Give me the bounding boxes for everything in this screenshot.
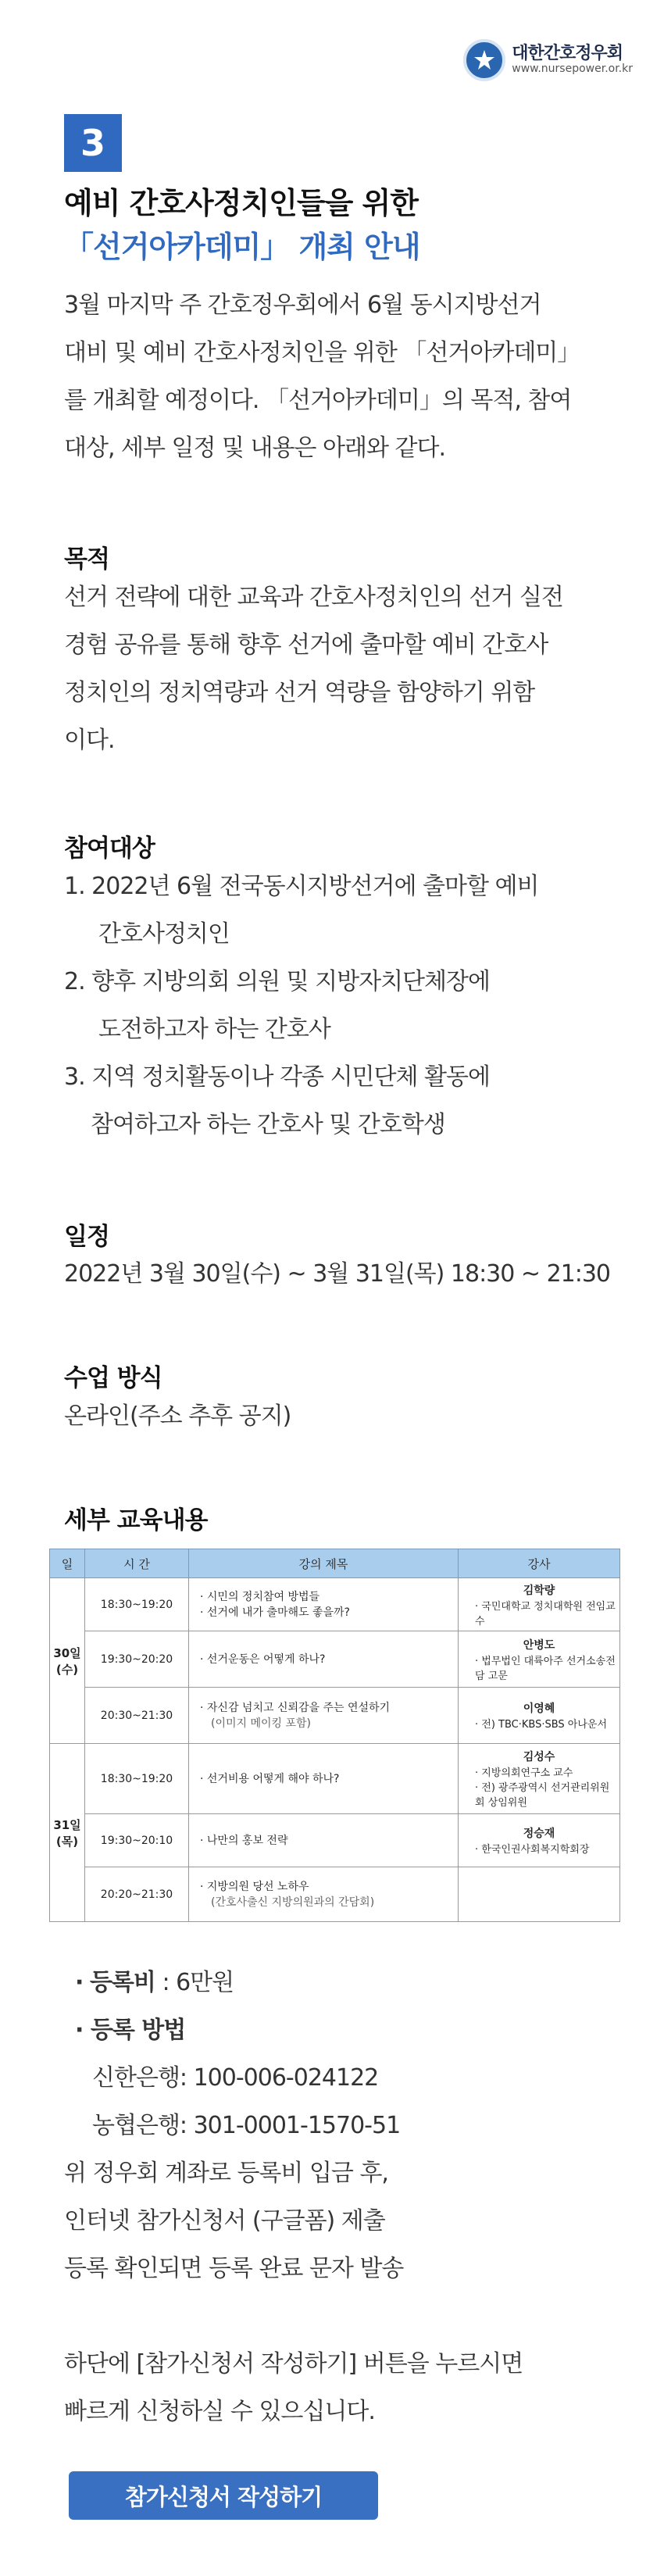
instructor-cell: [459, 1867, 620, 1922]
day-label: 31일 (목): [53, 1817, 81, 1849]
participant-item-cont: 간호사정치인: [98, 920, 230, 948]
table-row: [50, 1867, 620, 1922]
intro-line: 대비 및 예비 간호사정치인을 위한 「선거아카데미」: [64, 339, 580, 366]
fee-value: : 6만원: [155, 1969, 234, 1996]
registration-bullet: ·: [75, 2017, 84, 2044]
registration-steps: [64, 2149, 403, 2292]
participants-list: [64, 863, 538, 1149]
header-day: 일: [50, 1549, 85, 1578]
instructor-cell: [459, 1631, 620, 1688]
topic-cell: [189, 1814, 459, 1867]
time-cell: 18:30~19:20: [85, 1744, 189, 1814]
registration-step: 인터넷 참가신청서 (구글폼) 제출: [64, 2207, 385, 2235]
purpose-heading: 목적: [64, 545, 109, 573]
participant-item-cont: 참여하고자 하는 간호사 및 간호학생: [91, 1111, 445, 1138]
purpose-line: 선거 전략에 대한 교육과 간호사정치인의 선거 실전: [64, 584, 563, 611]
topic-line: · 선거에 내가 출마해도 좋을까?: [200, 1606, 350, 1619]
method-heading: 수업 방식: [64, 1364, 162, 1392]
bank-account: 농협은행: 301-0001-1570-51: [92, 2112, 401, 2139]
instructor-desc: · 지방의회연구소 교수: [475, 1767, 573, 1779]
title-line-2: 「선거아카데미」 개최 안내: [64, 230, 420, 264]
section-number-badge: 3: [64, 114, 122, 172]
emblem-icon: [463, 39, 505, 81]
outro-paragraph: [64, 2340, 523, 2435]
registration-heading: [75, 2006, 185, 2054]
topic-cell: [189, 1688, 459, 1744]
participants-heading: 참여대상: [64, 834, 155, 863]
schedule-table: [49, 1549, 620, 1922]
day-cell: [50, 1744, 85, 1922]
topic-line: · 나만의 홍보 전략: [200, 1834, 288, 1847]
topic-subline: (간호사출신 지방의원과의 간담회): [211, 1895, 375, 1909]
instructor-name: 정승재: [523, 1827, 555, 1840]
instructor-cell: [459, 1688, 620, 1744]
table-row: [50, 1578, 620, 1631]
intro-line: 3월 마지막 주 간호정우회에서 6월 동시지방선거: [64, 291, 541, 319]
topic-subline: (이미지 메이킹 포함): [211, 1717, 312, 1730]
participant-item: 2. 향후 지방의회 의원 및 지방자치단체장에: [64, 968, 490, 995]
details-heading: 세부 교육내용: [64, 1506, 208, 1535]
table-header-row: [50, 1549, 620, 1578]
fee-bullet: ·: [75, 1969, 84, 1996]
fee-label: 등록비: [89, 1969, 155, 1996]
instructor-cell: [459, 1744, 620, 1814]
intro-line: 대상, 세부 일정 및 내용은 아래와 같다.: [64, 434, 445, 462]
topic-line: · 지방의원 당선 노하우: [200, 1880, 309, 1893]
purpose-line: 이다.: [64, 727, 115, 754]
instructor-cell: [459, 1578, 620, 1631]
registration-label: 등록 방법: [90, 2017, 186, 2044]
instructor-name: 안병도: [523, 1638, 555, 1652]
page-title: [64, 181, 420, 269]
instructor-name: 김학량: [523, 1584, 555, 1597]
topic-line: · 선거비용 어떻게 해야 하나?: [200, 1772, 340, 1785]
method-text: 온라인(주소 추후 공지): [64, 1402, 291, 1430]
table-row: [50, 1688, 620, 1744]
purpose-line: 경험 공유를 통해 향후 선거에 출마할 예비 간호사: [64, 631, 548, 659]
fee-line: [75, 1959, 234, 2006]
outro-line: 하단에 [참가신청서 작성하기] 버튼을 누르시면: [64, 2350, 523, 2378]
topic-line: · 선거운동은 어떻게 하나?: [200, 1652, 326, 1666]
bank-account: 신한은행: 100-006-024122: [92, 2064, 379, 2092]
intro-paragraph: [64, 281, 580, 472]
participant-item-cont: 도전하고자 하는 간호사: [98, 1016, 330, 1043]
table-row: [50, 1631, 620, 1688]
table-row: [50, 1744, 620, 1814]
logo-name: 대한간호정우회: [512, 44, 623, 64]
topic-line: · 자신감 넘치고 신뢰감을 주는 연설하기: [200, 1701, 391, 1714]
time-cell: 20:30~21:30: [85, 1688, 189, 1744]
registration-step: 등록 확인되면 등록 완료 문자 발송: [64, 2255, 404, 2282]
instructor-desc: · 국민대학교 정치대학원 전임교수: [475, 1600, 616, 1627]
day-label: 30일 (수): [53, 1645, 81, 1677]
purpose-line: 정치인의 정치역량과 선거 역량을 함양하기 위함: [64, 679, 535, 706]
intro-line: 를 개최할 예정이다. 「선거아카데미」의 목적, 참여: [64, 387, 572, 414]
purpose-paragraph: [64, 573, 563, 764]
participant-item: 3. 지역 정치활동이나 각종 시민단체 활동에: [64, 1063, 490, 1091]
table-row: [50, 1814, 620, 1867]
topic-cell: [189, 1578, 459, 1631]
topic-cell: [189, 1631, 459, 1688]
registration-step: 위 정우회 계좌로 등록비 입금 후,: [64, 2160, 388, 2187]
schedule-text: 2022년 3월 30일(수) ~ 3월 31일(목) 18:30 ~ 21:30: [64, 1260, 611, 1288]
apply-button[interactable]: 참가신청서 작성하기: [69, 2471, 378, 2520]
instructor-desc: · 전) 광주광역시 선거관리위원회 상임위원: [475, 1782, 610, 1809]
time-cell: 18:30~19:20: [85, 1578, 189, 1631]
logo: [463, 39, 633, 81]
outro-line: 빠르게 신청하실 수 있으십니다.: [64, 2398, 375, 2425]
participant-item: 1. 2022년 6월 전국동시지방선거에 출마할 예비: [64, 873, 539, 900]
time-cell: 19:30~20:10: [85, 1814, 189, 1867]
title-line-1: 예비 간호사정치인들을 위한: [64, 186, 418, 220]
topic-line: · 시민의 정치참여 방법들: [200, 1590, 320, 1603]
instructor-name: 김성수: [523, 1751, 555, 1763]
logo-url: www.nursepower.or.kr: [512, 63, 633, 76]
instructor-desc: · 한국인권사회복지학회장: [475, 1844, 590, 1856]
instructor-desc: · 전) TBC·KBS·SBS 아나운서: [475, 1719, 608, 1731]
header-topic: 강의 제목: [189, 1549, 459, 1578]
schedule-heading: 일정: [64, 1223, 109, 1251]
topic-cell: [189, 1744, 459, 1814]
instructor-desc: · 법무법인 대륙아주 선거소송전담 고문: [475, 1655, 616, 1682]
time-cell: 19:30~20:20: [85, 1631, 189, 1688]
instructor-name: 이영혜: [523, 1702, 555, 1715]
day-cell: [50, 1578, 85, 1744]
instructor-cell: [459, 1814, 620, 1867]
topic-cell: [189, 1867, 459, 1922]
time-cell: 20:20~21:30: [85, 1867, 189, 1922]
bank-list: [92, 2054, 400, 2149]
header-time: 시 간: [85, 1549, 189, 1578]
header-instructor: 강사: [459, 1549, 620, 1578]
